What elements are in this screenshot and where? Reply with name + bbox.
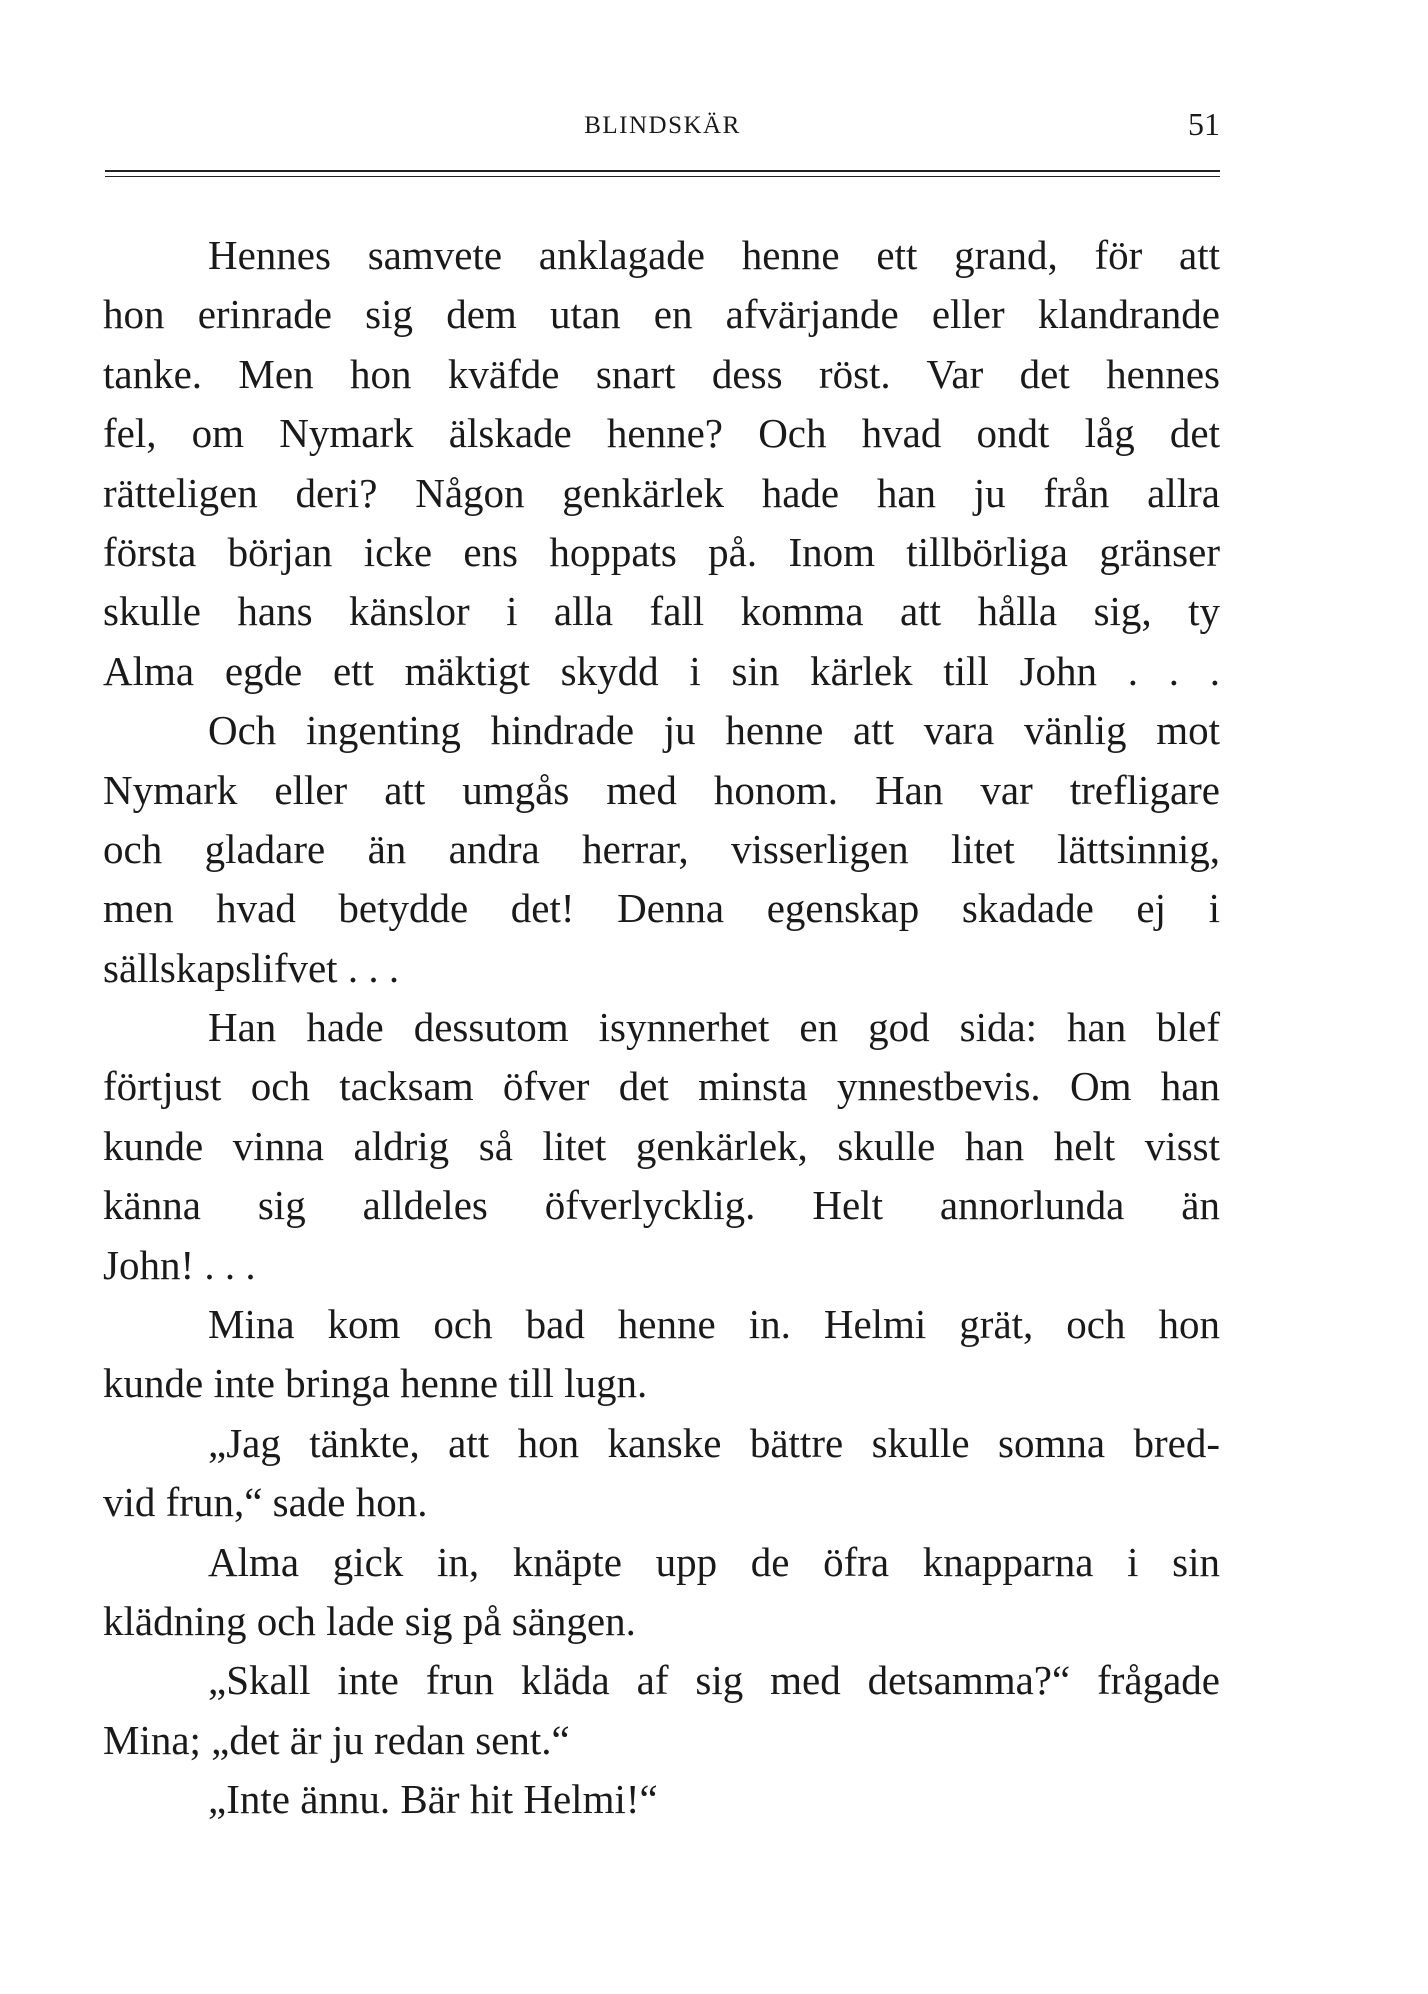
- body-text: [103, 226, 1220, 1830]
- text-line: „Skall inte frun kläda af sig med detsamma?“ frågade: [208, 1657, 1220, 1704]
- header-rule: [105, 170, 1220, 177]
- text-line: känna sig alldeles öfverlycklig. Helt annorlunda än: [103, 1182, 1220, 1229]
- text-line: rätteligen deri? Någon genkärlek hade han ju från allra: [103, 469, 1220, 516]
- running-title: BLINDSKÄR: [584, 112, 741, 139]
- text-line: fel, om Nymark älskade henne? Och hvad ondt låg det: [103, 410, 1220, 457]
- text-line: och gladare än andra herrar, visserligen litet lättsinnig,: [103, 825, 1220, 872]
- text-line: „Jag tänkte, att hon kanske bättre skulle somna bred-: [208, 1419, 1220, 1466]
- text-line: Nymark eller att umgås med honom. Han var trefligare: [103, 766, 1220, 813]
- text-line: förtjust och tacksam öfver det minsta ynnestbevis. Om han: [103, 1063, 1220, 1110]
- text-line: sällskapslifvet . . .: [103, 944, 400, 991]
- text-line: Hennes samvete anklagade henne ett grand, för att: [208, 232, 1220, 278]
- text-line: Mina kom och bad henne in. Helmi grät, och hon: [208, 1301, 1220, 1348]
- text-line: Alma egde ett mäktigt skydd i sin kärlek till John . . .: [103, 647, 1220, 694]
- text-line: Och ingenting hindrade ju henne att vara vänlig mot: [208, 707, 1220, 754]
- text-line: vid frun,“ sade hon.: [103, 1479, 428, 1526]
- page-number: 51: [1188, 106, 1220, 142]
- text-line: Mina; „det är ju redan sent.“: [103, 1716, 570, 1763]
- text-line: första början icke ens hoppats på. Inom tillbörliga gränser: [103, 528, 1220, 575]
- text-line: kunde vinna aldrig så litet genkärlek, skulle han helt visst: [103, 1122, 1220, 1169]
- text-line: hon erinrade sig dem utan en afvärjande eller klandrande: [103, 291, 1220, 338]
- text-line: kunde inte bringa henne till lugn.: [103, 1360, 648, 1407]
- text-line: men hvad betydde det! Denna egenskap skadade ej i: [103, 885, 1220, 932]
- text-line: tanke. Men hon kväfde snart dess röst. Var det hennes: [103, 350, 1220, 397]
- text-line: klädning och lade sig på sängen.: [103, 1597, 636, 1644]
- text-line: „Inte ännu. Bär hit Helmi!“: [208, 1776, 658, 1823]
- text-line: John! . . .: [103, 1241, 256, 1288]
- text-line: skulle hans känslor i alla fall komma att hålla sig, ty: [103, 588, 1220, 635]
- text-line: Han hade dessutom isynnerhet en god sida: han blef: [208, 1004, 1220, 1051]
- running-header: [105, 108, 1220, 148]
- text-line: Alma gick in, knäpte upp de öfra knapparna i sin: [208, 1538, 1220, 1585]
